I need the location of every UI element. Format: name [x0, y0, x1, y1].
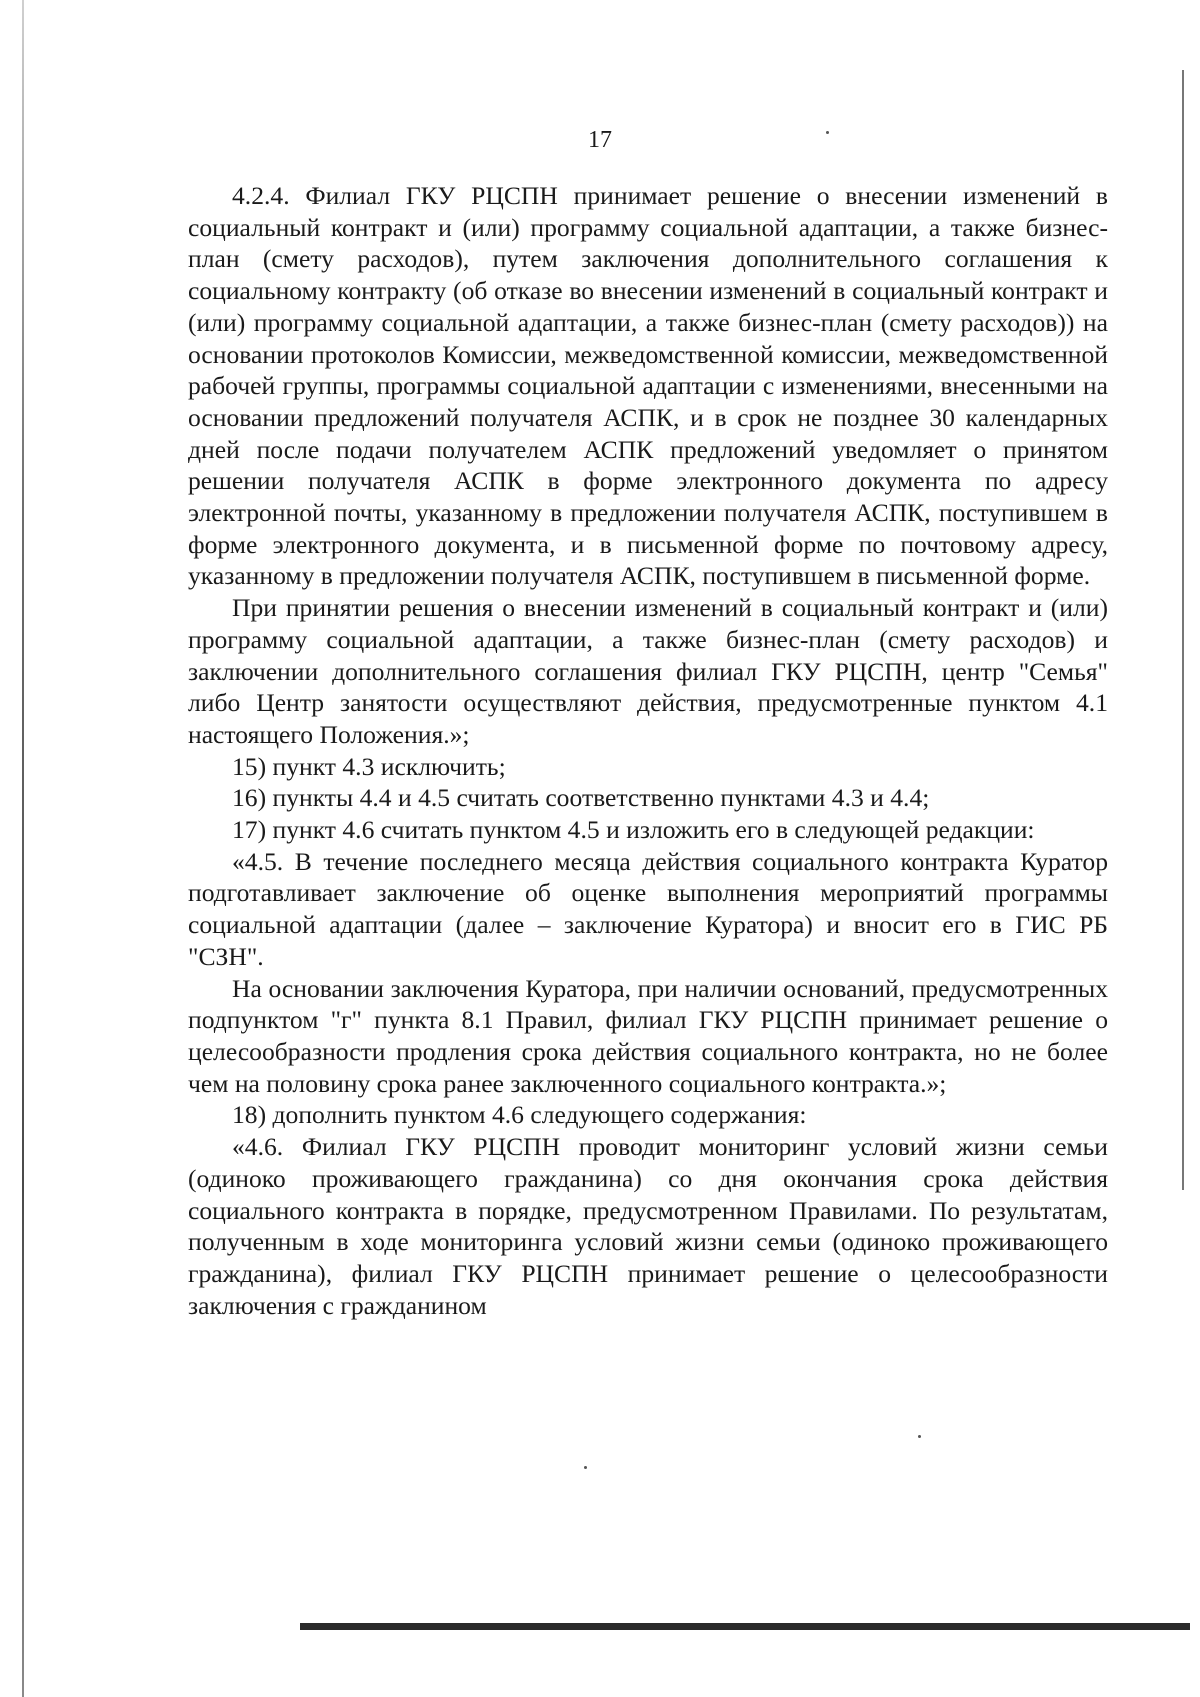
- paragraph-curator-basis: На основании заключения Куратора, при наличии оснований, предусмотренных подпунктом "г" пункта 8.1 Правил, филиал ГКУ РЦСПН принимает решение о целесообразности продления срока действия социального контракта, но не более чем на половину срока ранее заключенного социального контракта.»;: [188, 973, 1108, 1098]
- scan-left-edge: [22, 0, 24, 1697]
- paragraph-4-2-4: 4.2.4. Филиал ГКУ РЦСПН принимает решение о внесении изменений в социальный контракт и (или) программу социальной адаптации, а также бизнес-план (смету расходов), путем заключения дополнительного соглашения к социальному контракту (об отказе во внесении изменений в социальный контракт и (или) программу социальной адаптации, а также бизнес-план (смету расходов)) на основании протоколов Комиссии, межведомственной комиссии, межведомственной рабочей группы, программы социальной адаптации с изменениями, внесенными на основании предложений получателя АСПК, и в срок не позднее 30 календарных дней после подачи получателем АСПК предложений уведомляет о принятом решении получателя АСПК в форме электронного документа по адресу электронной почты, указанному в предложении получателя АСПК, поступившем в форме электронного документа, и в письменной форме по почтовому адресу, указанному в предложении получателя АСПК, поступившем в письменной форме.: [188, 181, 1108, 591]
- item-16: 16) пункты 4.4 и 4.5 считать соответственно пунктами 4.3 и 4.4;: [232, 783, 930, 813]
- item-18: 18) дополнить пунктом 4.6 следующего содержания:: [232, 1100, 807, 1130]
- page-number: 17: [588, 127, 612, 153]
- scan-right-edge: [1182, 70, 1184, 1190]
- paragraph-decision-actions: При принятии решения о внесении изменений в социальный контракт и (или) программу социальной адаптации, а также бизнес-план (смету расходов) и заключении дополнительного соглашения филиал ГКУ РЦСПН, центр "Семья" либо Центр занятости осуществляют действия, предусмотренные пунктом 4.1 настоящего Положения.»;: [188, 593, 1108, 749]
- item-15: 15) пункт 4.3 исключить;: [232, 751, 506, 781]
- scan-speck: [918, 1435, 921, 1438]
- scan-bottom-bar: [300, 1623, 1190, 1630]
- item-17: 17) пункт 4.6 считать пунктом 4.5 и изложить его в следующей редакции:: [232, 815, 1035, 845]
- document-body: [188, 180, 1108, 1321]
- scan-speck: [584, 1466, 587, 1469]
- paragraph-4-6: «4.6. Филиал ГКУ РЦСПН проводит мониторинг условий жизни семьи (одиноко проживающего гражданина) со дня окончания срока действия социального контракта в порядке, предусмотренном Правилами. По результатам, полученным в ходе мониторинга условий жизни семьи (одиноко проживающего гражданина), филиал ГКУ РЦСПН принимает решение о целесообразности заключения с гражданином: [188, 1132, 1108, 1320]
- paragraph-4-5: «4.5. В течение последнего месяца действия социального контракта Куратор подготавливает заключение об оценке выполнения мероприятий программы социальной адаптации (далее – заключение Куратора) и вносит его в ГИС РБ "СЗН".: [188, 846, 1108, 971]
